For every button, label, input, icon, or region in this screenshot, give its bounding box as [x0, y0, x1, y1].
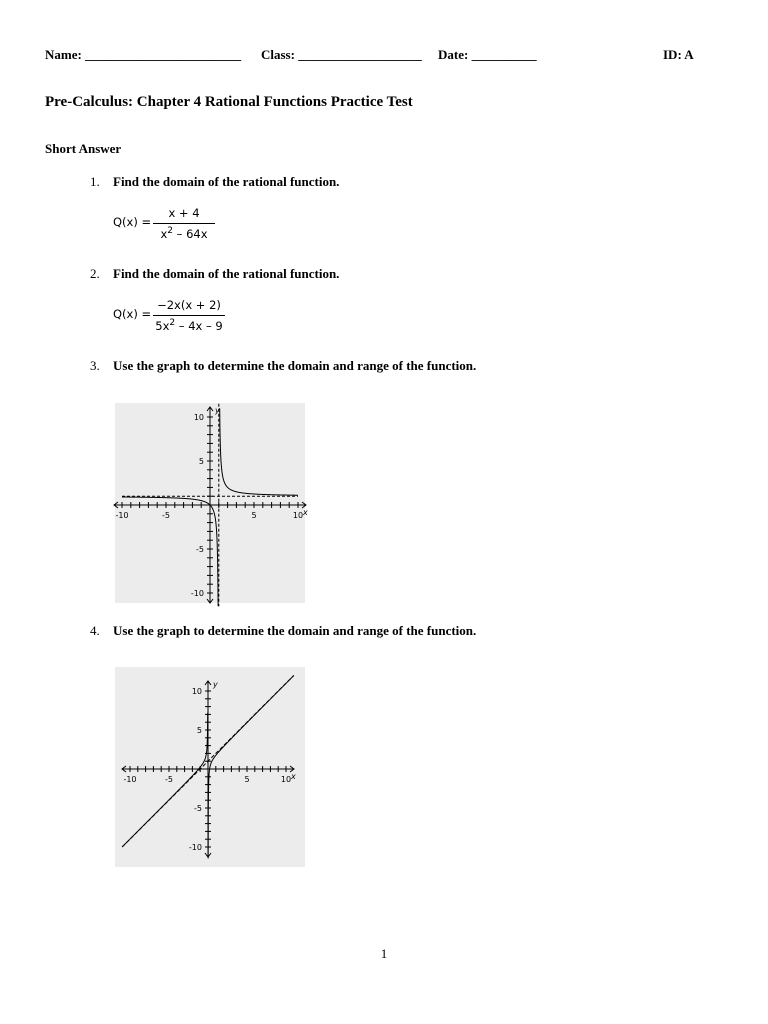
y-tick-label: 10 [191, 687, 202, 696]
name-field [45, 47, 241, 63]
function-curve-right [220, 408, 298, 495]
question-3-text: Use the graph to determine the domain and range of the function. [113, 358, 477, 373]
formula-numerator: x + 4 [168, 206, 200, 220]
question-2-number: 2. [90, 266, 100, 281]
question-2-text: Find the domain of the rational function. [113, 266, 340, 281]
y-tick-label: -10 [190, 589, 204, 598]
class-field [261, 47, 422, 63]
x-axis-label: x [303, 508, 308, 517]
formula-fraction [153, 296, 225, 336]
class-blank: ___________________ [298, 47, 422, 62]
date-label: Date: [438, 47, 469, 62]
page-title: Pre-Calculus: Chapter 4 Rational Functions Practice Test [45, 94, 413, 110]
question-1-formula [113, 204, 233, 244]
question-1-number: 1. [90, 174, 100, 189]
section-heading: Short Answer [45, 141, 122, 156]
x-tick-label: -10 [123, 775, 137, 784]
x-tick-label: -5 [165, 775, 173, 784]
name-label: Name: [45, 47, 82, 62]
question-3-graph [115, 403, 308, 603]
formula-numerator: −2x(x + 2) [157, 298, 221, 312]
y-tick-label: -5 [194, 804, 202, 813]
x-tick-label: 5 [244, 775, 250, 784]
fraction-bar [153, 223, 215, 224]
name-blank: ________________________ [85, 47, 242, 62]
question-4-graph-frame [115, 667, 305, 867]
x-tick-label: 10 [292, 511, 304, 520]
formula-lhs: Q(x) = [113, 307, 152, 321]
question-4-text: Use the graph to determine the domain and range of the function. [113, 623, 477, 638]
x-tick-label: -10 [115, 511, 129, 520]
question-4-number: 4. [90, 623, 100, 638]
page-number: 1 [380, 946, 388, 961]
y-tick-label: -5 [196, 545, 204, 554]
formula-denominator: $5x^2 - 4x - 9$ [155, 318, 223, 333]
x-axis-label: x [291, 772, 296, 781]
question-3-number: 3. [90, 358, 100, 373]
x-tick-label: 10 [280, 775, 292, 784]
formula-lhs: Q(x) = [113, 215, 152, 229]
function-curve-right [208, 676, 294, 859]
fraction-bar [153, 315, 225, 316]
y-axis-label: y [215, 406, 220, 415]
question-1-text: Find the domain of the rational function. [113, 174, 340, 189]
x-tick-label: 5 [251, 511, 257, 520]
y-axis-label: y [213, 680, 218, 689]
y-tick-label: 5 [196, 726, 202, 735]
class-label: Class: [261, 47, 295, 62]
date-field [438, 47, 537, 63]
formula-denominator: $x^2 - 64x$ [160, 226, 208, 241]
date-blank: __________ [471, 47, 537, 62]
y-tick-label: 10 [193, 413, 204, 422]
question-2-formula [113, 296, 243, 336]
question-3-graph-frame [115, 403, 308, 603]
formula-fraction [153, 204, 215, 244]
question-4-graph [115, 667, 305, 867]
id-label: ID: A [663, 47, 694, 62]
x-tick-label: -5 [162, 511, 170, 520]
y-tick-label: 5 [198, 457, 204, 466]
y-tick-label: -10 [188, 843, 202, 852]
